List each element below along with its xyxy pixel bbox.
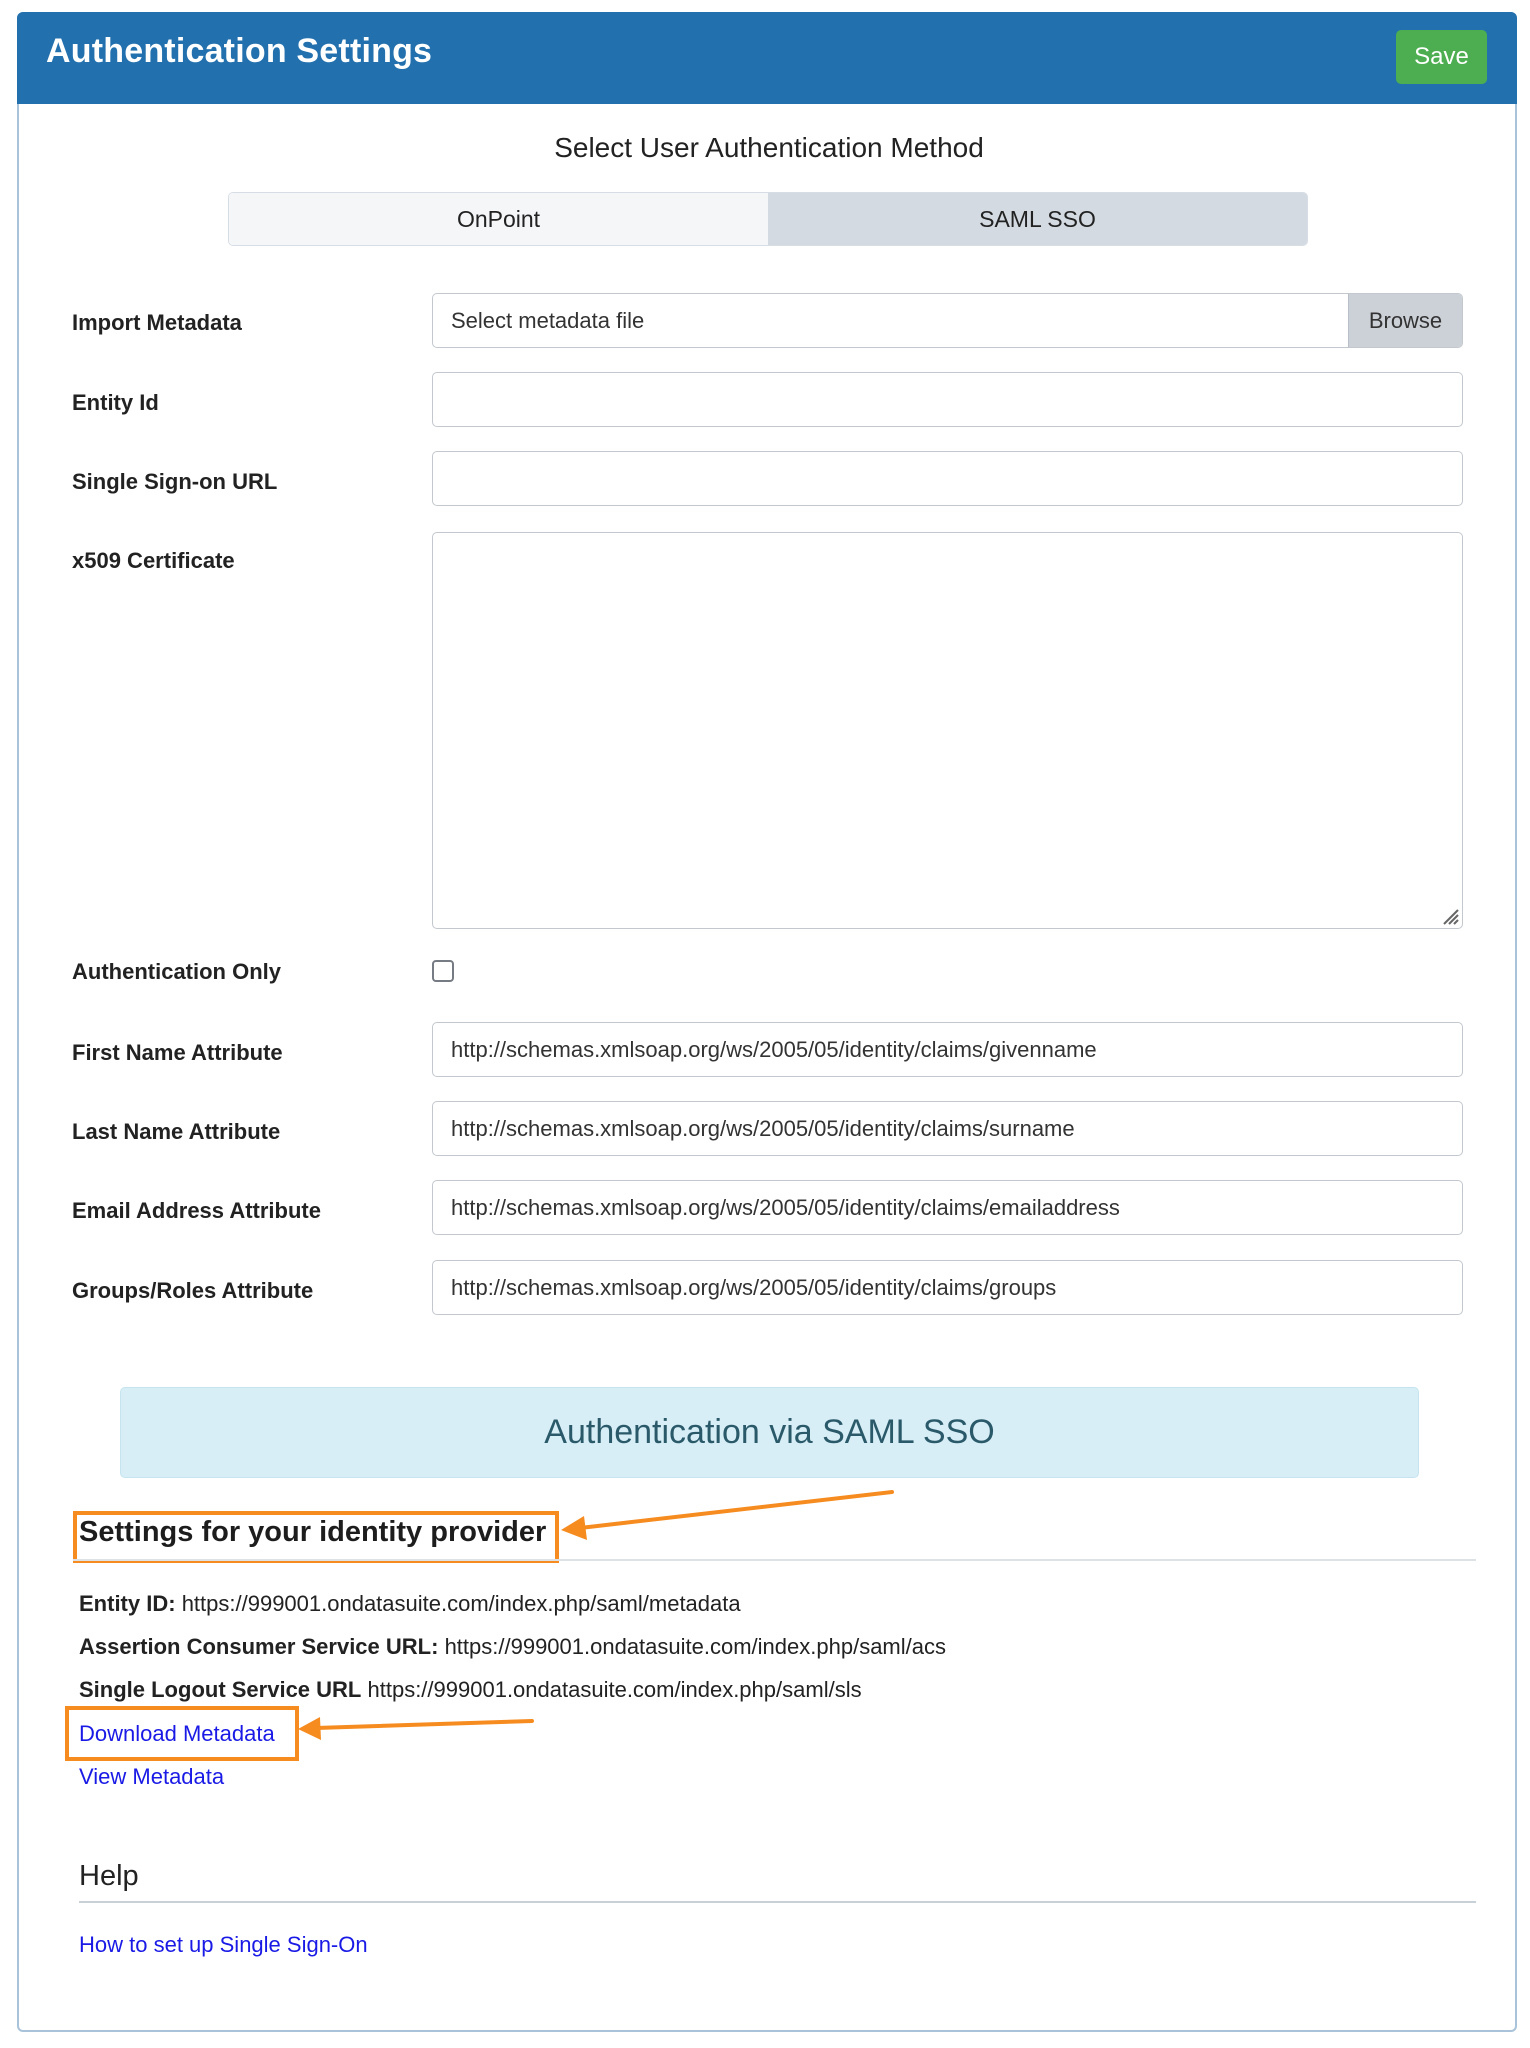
groups-attr-label: Groups/Roles Attribute [72,1278,314,1303]
page-title: Authentication Settings [46,32,433,70]
download-metadata-link[interactable]: Download Metadata [79,1721,275,1746]
certificate-label: x509 Certificate [72,548,235,573]
sp-sls-url-value: https://999001.ondatasuite.com/index.php/saml/sls [367,1677,862,1702]
method-option-saml-sso[interactable]: SAML SSO [768,193,1307,245]
import-metadata-placeholder: Select metadata file [451,307,645,333]
sp-acs-url-label: Assertion Consumer Service URL: [79,1634,439,1659]
last-name-attr-input[interactable]: http://schemas.xmlsoap.org/ws/2005/05/identity/claims/surname [432,1101,1463,1156]
sp-acs-url [79,1634,946,1660]
sso-url-label: Single Sign-on URL [72,469,278,494]
sso-url-input[interactable] [432,451,1463,506]
help-divider [79,1901,1476,1903]
auth-settings-panel [17,12,1517,2032]
save-button[interactable]: Save [1396,30,1487,84]
method-option-onpoint[interactable]: OnPoint [229,193,768,245]
divider [73,1559,1476,1561]
idp-settings-heading: Settings for your identity provider [79,1516,547,1548]
entity-id-label: Entity Id [72,390,159,415]
resize-handle-icon[interactable] [1438,904,1460,926]
last-name-attr-label: Last Name Attribute [72,1119,281,1144]
certificate-textarea[interactable] [432,532,1463,929]
help-heading: Help [79,1860,139,1892]
browse-button[interactable]: Browse [1348,294,1462,347]
panel-header [17,12,1517,104]
auth-only-checkbox[interactable] [432,960,454,982]
saml-info-alert: Authentication via SAML SSO [120,1387,1419,1478]
sso-setup-help-link[interactable]: How to set up Single Sign-On [79,1932,368,1957]
auth-method-title: Select User Authentication Method [554,132,984,163]
sp-entity-id-value: https://999001.ondatasuite.com/index.php/saml/metadata [181,1591,741,1616]
entity-id-input[interactable] [432,372,1463,427]
import-metadata-label: Import Metadata [72,310,242,335]
groups-attr-input[interactable]: http://schemas.xmlsoap.org/ws/2005/05/identity/claims/groups [432,1260,1463,1315]
sp-entity-id-label: Entity ID: [79,1591,176,1616]
first-name-attr-label: First Name Attribute [72,1040,283,1065]
import-metadata-file-input[interactable] [432,293,1463,348]
sp-entity-id [79,1591,741,1617]
first-name-attr-input[interactable]: http://schemas.xmlsoap.org/ws/2005/05/identity/claims/givenname [432,1022,1463,1077]
email-attr-input[interactable]: http://schemas.xmlsoap.org/ws/2005/05/identity/claims/emailaddress [432,1180,1463,1235]
auth-method-toggle [228,192,1308,246]
view-metadata-link[interactable]: View Metadata [79,1764,225,1789]
sp-acs-url-value: https://999001.ondatasuite.com/index.php/saml/acs [444,1634,946,1659]
email-attr-label: Email Address Attribute [72,1198,321,1223]
auth-only-label: Authentication Only [72,959,281,984]
sp-sls-url-label: Single Logout Service URL [79,1677,362,1702]
sp-sls-url [79,1677,862,1703]
